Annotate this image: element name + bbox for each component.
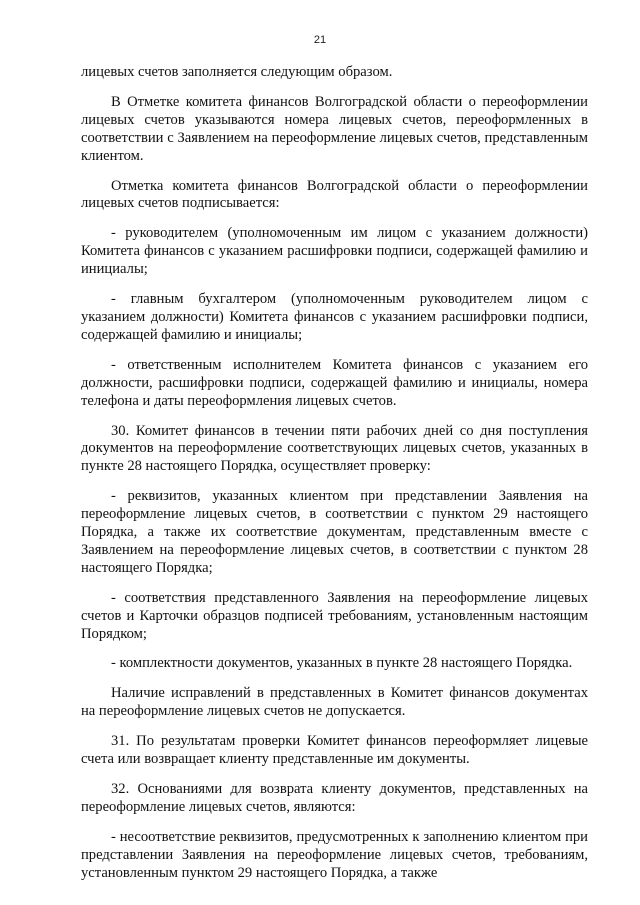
list-item-chief-accountant-signature: - главным бухгалтером (уполномоченным руководителем лицом с указанием должности) Комитета финансов с указанием расшифровки подписи, содержащей фамилию и инициалы; [81,291,588,343]
list-item-check-requisites: - реквизитов, указанных клиентом при представлении Заявления на переоформление лицевых счетов, в соответствии с пунктом 29 настоящего Порядка, а также их соответствие документам, представленным вместе с Заявлением на переоформление лицевых счетов, в соответствии с пунктом 28 настоящего Порядка; [81,488,588,576]
paragraph-account-mark-contents: В Отметке комитета финансов Волгоградской области о переоформлении лицевых счетов указываются номера лицевых счетов, переоформленных в соответствии с Заявлением на переоформление лицевых счетов, представленным клиентом. [81,93,588,164]
document-body [81,64,588,895]
paragraph-clause-32: 32. Основаниями для возврата клиенту документов, представленных на переоформление лицевых счетов, являются: [81,781,588,815]
list-item-return-reason: - несоответствие реквизитов, предусмотренных к заполнению клиентом при представлении Заявления на переоформление лицевых счетов, требованиям, установленным пунктом 29 настоящего Порядка, а также [81,828,588,881]
list-item-head-signature: - руководителем (уполномоченным им лицом с указанием должности) Комитета финансов с указанием расшифровки подписи, содержащей фамилию и инициалы; [81,225,588,278]
page-number: 21 [313,34,327,46]
paragraph-clause-31: 31. По результатам проверки Комитет финансов переоформляет лицевые счета или возвращает клиенту представленные им документы. [81,733,588,768]
paragraph-continuation: лицевых счетов заполняется следующим образом. [81,64,393,80]
paragraph-no-corrections: Наличие исправлений в представленных в Комитет финансов документах на переоформление лицевых счетов не допускается. [81,685,588,720]
list-item-executor-signature: - ответственным исполнителем Комитета финансов с указанием его должности, расшифровки подписи, содержащей фамилию и инициалы, номера телефона и даты переоформления лицевых счетов. [81,356,588,409]
list-item-check-conformity: - соответствия представленного Заявления на переоформление лицевых счетов и Карточки образцов подписей требованиям, установленным настоящим Порядком; [81,589,588,642]
paragraph-clause-30: 30. Комитет финансов в течении пяти рабочих дней со дня поступления документов на переоформление соответствующих лицевых счетов, указанных в пункте 28 настоящего Порядка, осуществляет проверку: [81,422,588,475]
list-item-check-completeness: - комплектности документов, указанных в пункте 28 настоящего Порядка. [111,655,573,672]
paragraph-mark-signed-by: Отметка комитета финансов Волгоградской области о переоформлении лицевых счетов подписывается: [81,177,588,212]
